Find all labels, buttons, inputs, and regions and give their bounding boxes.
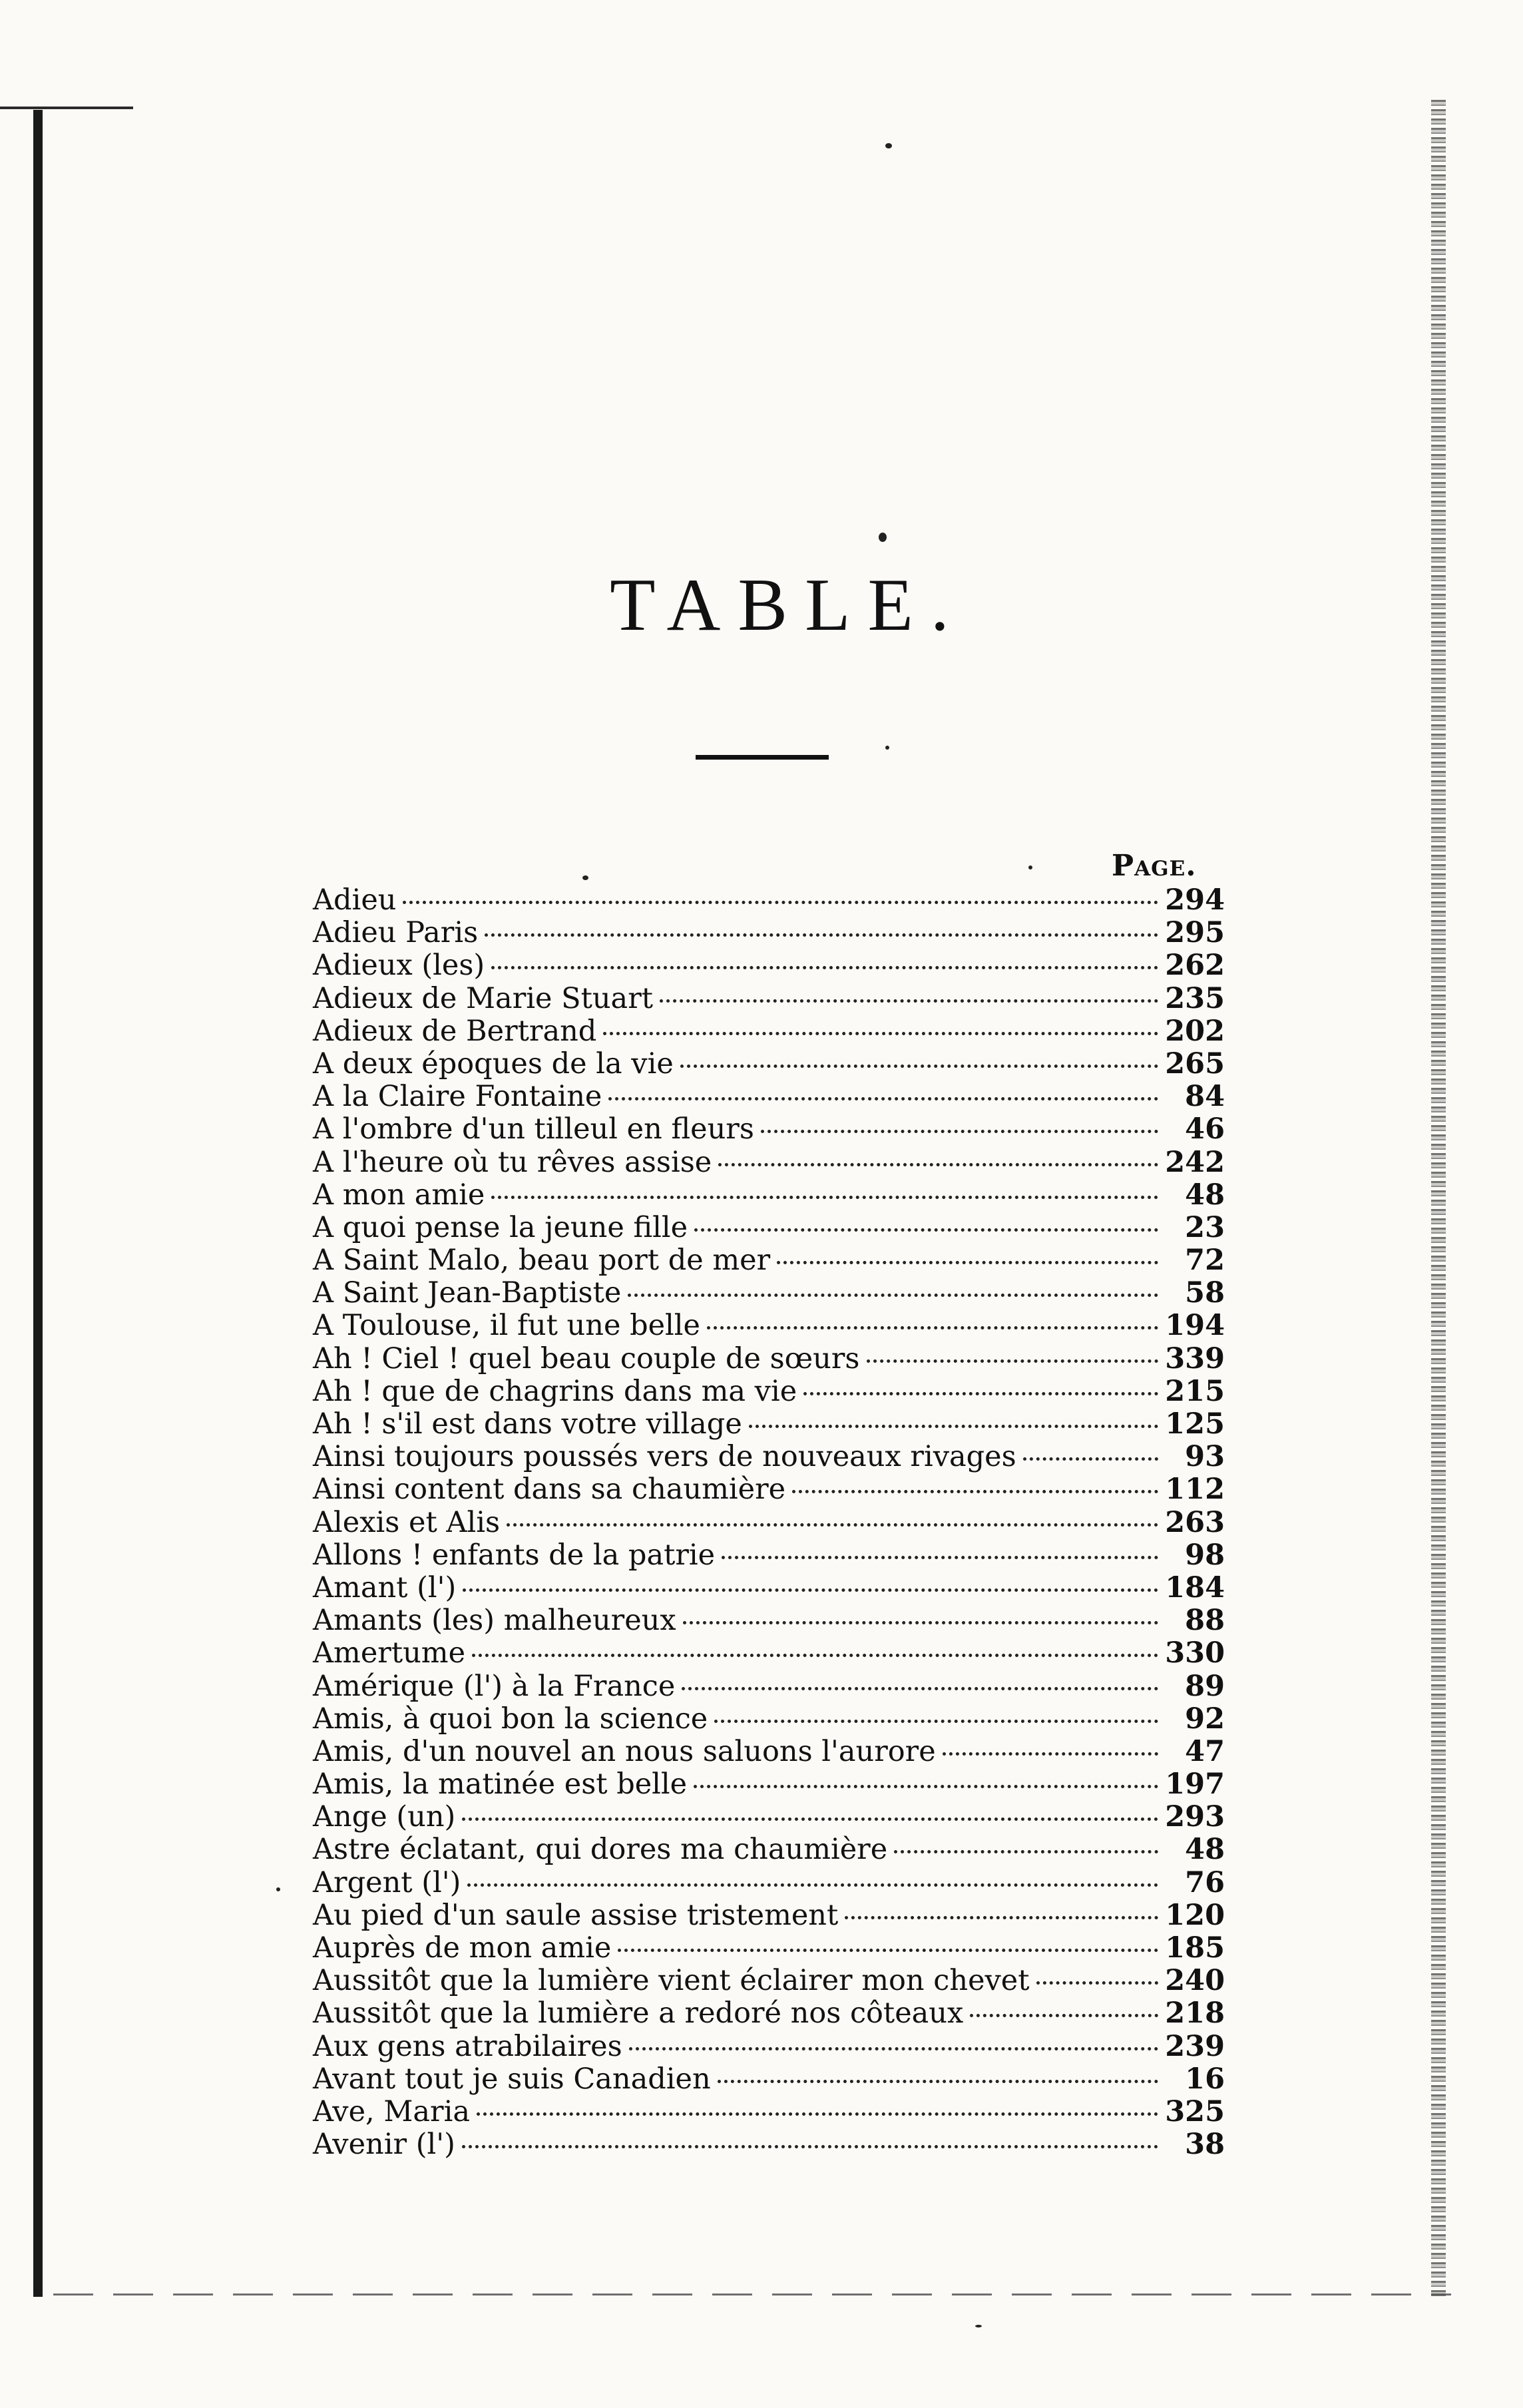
- toc-entry-page: 197: [1165, 1768, 1225, 1802]
- toc-entry-page: 262: [1165, 949, 1225, 983]
- toc-entry-title: Ah ! Ciel ! quel beau couple de sœurs: [313, 1341, 860, 1375]
- toc-entry-title: Adieux de Marie Stuart: [313, 981, 654, 1015]
- dot-leader: [867, 1359, 1159, 1363]
- dot-leader: [777, 1261, 1158, 1264]
- dot-leader: [485, 933, 1158, 937]
- toc-entry: [313, 1375, 1225, 1408]
- toc-entry-title: Avenir (l'): [313, 2128, 455, 2162]
- toc-entry: [313, 1408, 1225, 1441]
- toc-entry: [313, 2128, 1225, 2161]
- toc-entry: [313, 949, 1225, 982]
- toc-entry: [313, 1146, 1225, 1179]
- toc-entry-title: Amérique (l') à la France: [313, 1669, 676, 1703]
- toc-entry-page: 112: [1165, 1473, 1225, 1507]
- toc-entry-title: Amants (les) malheureux: [313, 1604, 676, 1638]
- toc-entry-title: Aussitôt que la lumière a redoré nos côteaux: [313, 1997, 964, 2031]
- toc-entry: [313, 2031, 1225, 2063]
- toc-entry: [313, 1768, 1225, 1801]
- toc-entry-title: Amis, la matinée est belle: [313, 1768, 688, 1802]
- dot-leader: [463, 1588, 1158, 1592]
- toc-entry-title: A l'heure où tu rêves assise: [313, 1145, 712, 1179]
- toc-entry: [313, 1310, 1225, 1342]
- toc-entry-title: Adieu: [313, 883, 397, 917]
- dot-leader: [694, 1785, 1158, 1788]
- toc-entry-title: Amant (l'): [313, 1570, 457, 1604]
- dot-leader: [682, 1687, 1158, 1690]
- page-title: TABLE.: [610, 564, 967, 646]
- toc-entry: [313, 1277, 1225, 1310]
- toc-entry-page: 265: [1165, 1047, 1225, 1081]
- toc-entry-title: Amertume: [313, 1636, 466, 1670]
- page-left-rule: [33, 110, 43, 2297]
- toc-entry-title: Avant tout je suis Canadien: [313, 2062, 711, 2096]
- toc-entry: [313, 1441, 1225, 1473]
- toc-entry-page: 48: [1185, 1178, 1225, 1212]
- dot-leader: [718, 1163, 1158, 1166]
- dot-leader: [628, 1294, 1158, 1297]
- ink-speck: [975, 2325, 982, 2327]
- toc-entry: [313, 1244, 1225, 1277]
- toc-entry-title: Allons ! enfants de la patrie: [313, 1538, 716, 1572]
- toc-entry: [313, 2096, 1225, 2128]
- toc-entry: [313, 1997, 1225, 2030]
- dot-leader: [472, 1654, 1158, 1657]
- toc-entry: [313, 1965, 1225, 1997]
- dot-leader: [660, 999, 1158, 1003]
- toc-entry: [313, 1670, 1225, 1703]
- toc-entry-page: 16: [1185, 2062, 1225, 2096]
- toc-entry-title: A deux époques de la vie: [313, 1047, 674, 1081]
- toc-entry-title: Adieux (les): [313, 949, 485, 983]
- toc-entry: [313, 1637, 1225, 1670]
- ink-speck: [582, 875, 588, 880]
- toc-entry-title: Ainsi toujours poussés vers de nouveaux rivages: [313, 1440, 1016, 1474]
- toc-entry-page: 202: [1165, 1014, 1225, 1048]
- toc-entry-page: 218: [1165, 1997, 1225, 2031]
- toc-entry: [313, 1932, 1225, 1965]
- toc-entry-title: A Saint Malo, beau port de mer: [313, 1244, 771, 1278]
- toc-entry: [313, 1539, 1225, 1572]
- toc-entry-page: 125: [1165, 1407, 1225, 1441]
- toc-entry-title: Adieu Paris: [313, 916, 479, 950]
- toc-entry: [313, 1736, 1225, 1768]
- dot-leader: [603, 1032, 1158, 1035]
- dot-leader: [792, 1490, 1158, 1493]
- toc-entry-title: A Saint Jean-Baptiste: [313, 1276, 622, 1310]
- toc-entry-title: Aussitôt que la lumière vient éclairer mon chevet: [313, 1964, 1030, 1998]
- toc-entry-page: 325: [1165, 2094, 1225, 2128]
- dot-leader: [761, 1130, 1158, 1133]
- toc-entry-page: 240: [1165, 1964, 1225, 1998]
- dot-leader: [491, 966, 1158, 969]
- dot-leader: [403, 901, 1158, 904]
- toc-entry-title: Au pied d'un saule assise tristement: [313, 1898, 839, 1932]
- ink-speck: [276, 1887, 280, 1891]
- toc-entry-page: 98: [1185, 1538, 1225, 1572]
- toc-entry-title: A l'ombre d'un tilleul en fleurs: [313, 1112, 754, 1146]
- toc-entry: [313, 1507, 1225, 1539]
- toc-entry-title: Argent (l'): [313, 1865, 461, 1899]
- toc-entry-title: Ange (un): [313, 1800, 456, 1834]
- toc-entry-page: 92: [1185, 1702, 1225, 1736]
- toc-entry-title: Ah ! s'il est dans votre village: [313, 1407, 742, 1441]
- toc-entry-page: 263: [1165, 1505, 1225, 1539]
- toc-entry-page: 194: [1165, 1309, 1225, 1343]
- toc-entry-title: Alexis et Alis: [313, 1505, 501, 1539]
- toc-entry: [313, 983, 1225, 1015]
- toc-entry: [313, 1113, 1225, 1146]
- toc-entry-page: 239: [1165, 2029, 1225, 2063]
- ink-speck: [879, 533, 887, 542]
- toc-entry-page: 185: [1165, 1931, 1225, 1965]
- toc-entry-page: 339: [1165, 1341, 1225, 1375]
- toc-entry-page: 48: [1185, 1833, 1225, 1867]
- toc-entry-title: Auprès de mon amie: [313, 1931, 612, 1965]
- page-bottom-rule: [53, 2293, 1451, 2295]
- toc-entry: [313, 1179, 1225, 1212]
- toc-entry: [313, 1212, 1225, 1244]
- toc-entry: [313, 1703, 1225, 1736]
- dot-leader: [749, 1425, 1158, 1428]
- toc-entry: [313, 1081, 1225, 1113]
- toc-entry: [313, 1801, 1225, 1833]
- dot-leader: [894, 1850, 1158, 1853]
- toc-entry-title: Ah ! que de chagrins dans ma vie: [313, 1374, 797, 1408]
- toc-entry-page: 47: [1185, 1734, 1225, 1768]
- toc-entry-page: 84: [1185, 1080, 1225, 1114]
- toc-entry: [313, 917, 1225, 949]
- toc-entry: [313, 1048, 1225, 1081]
- toc-entry-title: Adieux de Bertrand: [313, 1014, 597, 1048]
- page-top-rule: [0, 107, 133, 109]
- dot-leader: [683, 1621, 1158, 1624]
- toc-entry-page: 120: [1165, 1898, 1225, 1932]
- toc-entry: [313, 1473, 1225, 1506]
- table-of-contents: [313, 884, 1225, 2161]
- toc-entry-page: 215: [1165, 1374, 1225, 1408]
- dot-leader: [803, 1392, 1158, 1395]
- toc-entry: [313, 1572, 1225, 1604]
- ink-speck: [885, 143, 892, 148]
- toc-entry-title: Astre éclatant, qui dores ma chaumière: [313, 1833, 888, 1867]
- toc-entry-page: 58: [1185, 1276, 1225, 1310]
- dot-leader: [507, 1523, 1158, 1527]
- toc-entry-page: 93: [1185, 1440, 1225, 1474]
- toc-entry-title: A quoi pense la jeune fille: [313, 1210, 688, 1244]
- dot-leader: [722, 1556, 1158, 1559]
- toc-entry: [313, 1015, 1225, 1048]
- toc-entry-page: 23: [1185, 1210, 1225, 1244]
- dot-leader: [608, 1097, 1158, 1100]
- toc-entry: [313, 1833, 1225, 1866]
- ink-speck: [1028, 865, 1032, 869]
- dot-leader: [718, 2080, 1158, 2083]
- dot-leader: [714, 1720, 1158, 1723]
- toc-entry-page: 242: [1165, 1145, 1225, 1179]
- toc-entry-page: 89: [1185, 1669, 1225, 1703]
- toc-entry: [313, 2063, 1225, 2096]
- toc-entry-title: Aux gens atrabilaires: [313, 2029, 622, 2063]
- dot-leader: [462, 2145, 1158, 2148]
- dot-leader: [680, 1065, 1158, 1068]
- dot-leader: [845, 1916, 1158, 1919]
- toc-entry-title: Amis, d'un nouvel an nous saluons l'aurore: [313, 1734, 936, 1768]
- dot-leader: [477, 2112, 1158, 2116]
- toc-entry-page: 330: [1165, 1636, 1225, 1670]
- toc-entry-title: Ainsi content dans sa chaumière: [313, 1473, 786, 1507]
- dot-leader: [629, 2047, 1158, 2050]
- title-rule: [696, 755, 829, 760]
- dot-leader: [467, 1883, 1158, 1887]
- ink-speck: [885, 746, 889, 750]
- toc-entry-title: A mon amie: [313, 1178, 485, 1212]
- dot-leader: [1036, 1981, 1158, 1985]
- dot-leader: [943, 1752, 1158, 1756]
- toc-entry: [313, 884, 1225, 917]
- toc-entry-title: A Toulouse, il fut une belle: [313, 1309, 700, 1343]
- dot-leader: [707, 1326, 1158, 1329]
- toc-entry: [313, 1343, 1225, 1375]
- toc-entry-page: 72: [1185, 1244, 1225, 1278]
- toc-entry-page: 294: [1165, 883, 1225, 917]
- toc-entry-page: 38: [1185, 2128, 1225, 2162]
- toc-entry-page: 76: [1185, 1865, 1225, 1899]
- toc-entry-page: 295: [1165, 916, 1225, 950]
- dot-leader: [491, 1196, 1158, 1199]
- toc-entry-page: 184: [1165, 1570, 1225, 1604]
- dot-leader: [694, 1228, 1158, 1232]
- page-right-edge: [1431, 100, 1446, 2297]
- toc-entry-page: 46: [1185, 1112, 1225, 1146]
- toc-entry-title: Amis, à quoi bon la science: [313, 1702, 708, 1736]
- toc-entry-title: Ave, Maria: [313, 2094, 470, 2128]
- toc-entry-page: 235: [1165, 981, 1225, 1015]
- toc-entry: [313, 1867, 1225, 1899]
- dot-leader: [618, 1949, 1158, 1952]
- dot-leader: [1023, 1457, 1158, 1461]
- toc-entry-title: A la Claire Fontaine: [313, 1080, 602, 1114]
- dot-leader: [970, 2014, 1158, 2017]
- dot-leader: [462, 1817, 1158, 1821]
- toc-entry-page: 88: [1185, 1604, 1225, 1638]
- toc-entry-page: 293: [1165, 1800, 1225, 1834]
- toc-entry: [313, 1604, 1225, 1637]
- page-column-header: Page.: [1112, 849, 1197, 883]
- toc-entry: [313, 1899, 1225, 1932]
